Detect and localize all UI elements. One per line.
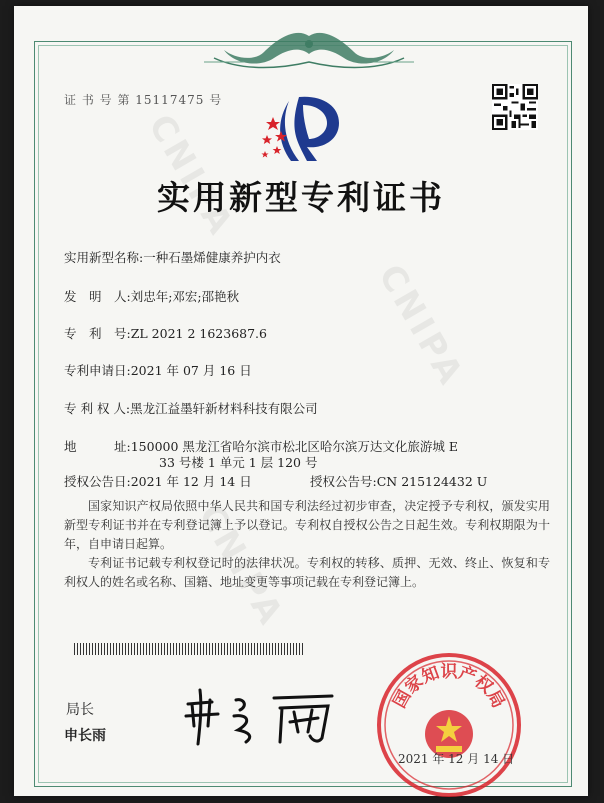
seal-text: 国家知识产权局 xyxy=(389,662,509,712)
inventor-row xyxy=(64,287,239,305)
patent-number-label: 专 利 号: xyxy=(64,326,131,341)
grant-date-row xyxy=(64,472,252,490)
grant-number-value: CN 215124432 U xyxy=(376,474,488,489)
cnipa-logo-icon xyxy=(259,91,349,163)
inventor-value: 刘忠年;邓宏;邵艳秋 xyxy=(130,289,240,304)
grant-number-label: 授权公告号: xyxy=(310,474,377,489)
watermark-text: CNIPA xyxy=(140,107,242,245)
utility-model-name-label: 实用新型名称: xyxy=(64,250,144,265)
patentee-label: 专 利 权 人: xyxy=(64,401,131,416)
statement-paragraph-2: 专利证书记载专利权登记时的法律状况。专利权的转移、质押、无效、终止、恢复和专利权人的姓名或名称、国籍、地址变更等事项记载在专利登记簿上。 xyxy=(64,556,550,589)
address-line2: 33 号楼 1 单元 1 层 120 号 xyxy=(159,455,318,470)
patentee-value: 黑龙江益墨轩新材料科技有限公司 xyxy=(130,401,318,416)
director-name: 申长雨 xyxy=(64,728,106,744)
certificate-sheet xyxy=(14,6,588,796)
statement-paragraph-1: 国家知识产权局依照中华人民共和国专利法经过初步审查，决定授予专利权，颁发实用新型专利证书并在专利登记簿上予以登记。专利权自授权公告之日起生效。专利权期限为十年，自申请日起算。 xyxy=(64,499,550,551)
address-line1: 150000 黑龙江省哈尔滨市松北区哈尔滨万达文化旅游城 E xyxy=(130,439,459,454)
director-title: 局长 xyxy=(66,702,94,718)
certificate-number xyxy=(64,91,222,108)
address-label: 地 址: xyxy=(64,439,131,454)
utility-model-name-value: 一种石墨烯健康养护内衣 xyxy=(143,250,281,265)
grant-number-row xyxy=(310,472,487,490)
seal-date: 2021 年 12 月 14 日 xyxy=(398,752,515,766)
filing-date-label: 专利申请日: xyxy=(64,363,131,378)
utility-model-name-row xyxy=(64,248,281,266)
certificate-number-suffix: 号 xyxy=(209,93,223,107)
grant-date-value: 2021 年 12 月 14 日 xyxy=(130,474,252,489)
certificate-title: 实用新型专利证书 xyxy=(157,178,445,217)
grant-date-label: 授权公告日: xyxy=(64,474,131,489)
inventor-label: 发 明 人: xyxy=(64,289,131,304)
handwritten-signature-icon xyxy=(182,686,342,746)
official-seal-icon xyxy=(374,650,524,800)
patent-number-value: ZL 2021 2 1623687.6 xyxy=(130,326,267,341)
watermark-text: CNIPA xyxy=(190,497,292,635)
ornament-icon xyxy=(204,28,414,74)
patent-number-row xyxy=(64,324,267,342)
patentee-row xyxy=(64,399,318,417)
barcode-icon xyxy=(74,643,304,655)
qr-code-icon xyxy=(492,84,538,130)
watermark-text: CNIPA xyxy=(370,257,472,395)
filing-date-row xyxy=(64,361,252,379)
certificate-number-label: 证 书 号 第 xyxy=(64,93,131,107)
filing-date-value: 2021 年 07 月 16 日 xyxy=(130,363,252,378)
certificate-number-value: 15117475 xyxy=(135,93,205,107)
